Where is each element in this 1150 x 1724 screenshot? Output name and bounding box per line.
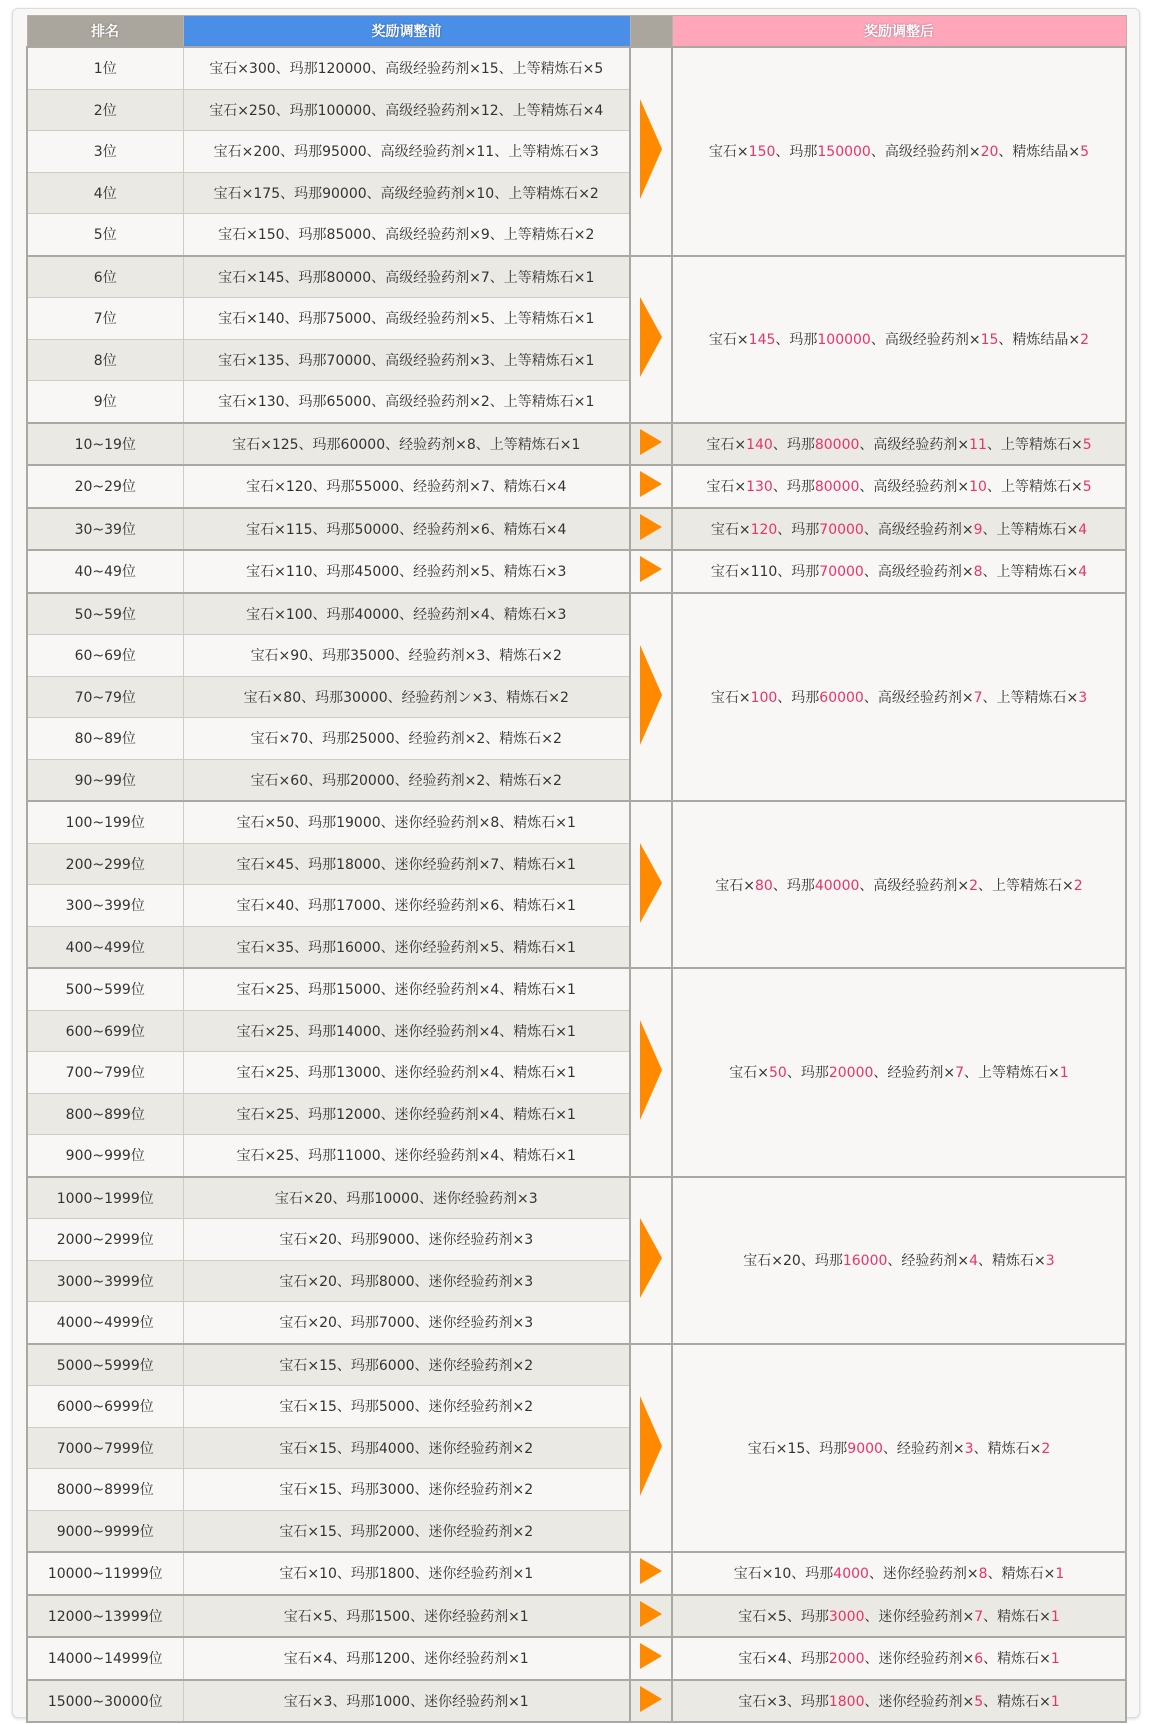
reward-text: 、上等精炼石×: [986, 436, 1083, 453]
before-reward-cell: 宝石×140、玛那75000、高级经验药剂×5、上等精炼石×1: [183, 298, 630, 340]
arrow-right-icon: [640, 514, 662, 540]
before-reward-cell: 宝石×5、玛那1500、迷你经验药剂×1: [183, 1595, 630, 1638]
table-row: [27, 47, 1126, 89]
before-reward-cell: 宝石×145、玛那80000、高级经验药剂×7、上等精炼石×1: [183, 256, 630, 298]
reward-text: 、精炼石×: [983, 1693, 1051, 1710]
reward-text: 、上等精炼石×: [982, 564, 1079, 581]
rank-cell: 50~59位: [27, 593, 183, 635]
table-row: [27, 1552, 1126, 1595]
arrow-right-icon: [640, 429, 662, 455]
highlighted-value: 80000: [814, 479, 860, 496]
before-reward-cell: 宝石×4、玛那1200、迷你经验药剂×1: [183, 1637, 630, 1680]
highlighted-value: 70000: [819, 564, 864, 581]
before-reward-cell: 宝石×125、玛那60000、经验药剂×8、上等精炼石×1: [183, 423, 630, 466]
table-row: [27, 423, 1126, 466]
before-reward-cell: 宝石×20、玛那8000、迷你经验药剂×3: [183, 1260, 630, 1302]
before-reward-cell: 宝石×175、玛那90000、高级经验药剂×10、上等精炼石×2: [183, 172, 630, 214]
before-reward-cell: 宝石×25、玛那15000、迷你经验药剂×4、精炼石×1: [183, 968, 630, 1010]
arrow-cell: [630, 550, 672, 593]
arrow-right-icon: [640, 1643, 662, 1669]
rank-cell: 12000~13999位: [27, 1595, 183, 1638]
highlighted-value: 9000: [847, 1440, 883, 1457]
arrow-cell: [630, 508, 672, 551]
rank-cell: 8000~8999位: [27, 1469, 183, 1511]
highlighted-value: 1: [1050, 1693, 1060, 1710]
reward-text: 、玛那: [775, 144, 818, 161]
highlighted-value: 60000: [819, 689, 864, 706]
reward-text: 、上等精炼石×: [982, 689, 1079, 706]
table-row: [27, 256, 1126, 298]
highlighted-value: 9: [973, 521, 983, 538]
highlighted-value: 4000: [833, 1566, 869, 1583]
rank-cell: 7000~7999位: [27, 1427, 183, 1469]
table-body: [27, 47, 1126, 1722]
reward-text: 、玛那: [786, 1065, 829, 1082]
rank-cell: 20~29位: [27, 465, 183, 508]
arrow-cell: [630, 968, 672, 1177]
arrow-right-icon: [640, 1218, 662, 1298]
highlighted-value: 4: [969, 1253, 979, 1269]
after-reward-cell: [672, 47, 1126, 256]
rank-cell: 1000~1999位: [27, 1177, 183, 1219]
before-reward-cell: 宝石×15、玛那5000、迷你经验药剂×2: [183, 1386, 630, 1428]
highlighted-value: 4: [1078, 521, 1088, 538]
highlighted-value: 2000: [828, 1651, 865, 1668]
reward-text: 宝石×: [715, 877, 756, 894]
before-reward-cell: 宝石×80、玛那30000、经验药剂ン×3、精炼石×2: [183, 676, 630, 718]
highlighted-value: 1: [1059, 1065, 1069, 1082]
highlighted-value: 150000: [817, 144, 871, 161]
rank-cell: 30~39位: [27, 508, 183, 551]
table-row: [27, 1177, 1126, 1219]
rank-cell: 8位: [27, 339, 183, 381]
arrow-right-icon: [640, 471, 662, 497]
highlighted-value: 5: [974, 1693, 984, 1710]
before-reward-cell: 宝石×200、玛那95000、高级经验药剂×11、上等精炼石×3: [183, 131, 630, 173]
highlighted-value: 3: [964, 1440, 974, 1457]
reward-text: 、经验药剂×: [882, 1440, 965, 1457]
highlighted-value: 7: [973, 689, 983, 706]
before-reward-cell: 宝石×25、玛那13000、迷你经验药剂×4、精炼石×1: [183, 1052, 630, 1094]
arrow-right-icon: [640, 645, 662, 745]
rank-cell: 900~999位: [27, 1135, 183, 1177]
highlighted-value: 100: [750, 689, 778, 706]
rank-cell: 100~199位: [27, 801, 183, 843]
before-reward-cell: 宝石×3、玛那1000、迷你经验药剂×1: [183, 1680, 630, 1723]
after-reward-cell: [672, 1680, 1126, 1723]
reward-text: 、经验药剂×: [873, 1065, 956, 1082]
rank-cell: 5000~5999位: [27, 1344, 183, 1386]
table-row: [27, 801, 1126, 843]
before-reward-cell: 宝石×60、玛那20000、经验药剂×2、精炼石×2: [183, 759, 630, 801]
highlighted-value: 4: [1078, 564, 1088, 581]
before-reward-cell: 宝石×45、玛那18000、迷你经验药剂×7、精炼石×1: [183, 843, 630, 885]
rank-cell: 500~599位: [27, 968, 183, 1010]
reward-text: 宝石×5、玛那: [738, 1608, 829, 1625]
reward-text: 、精炼结晶×: [998, 144, 1081, 161]
rank-cell: 2位: [27, 89, 183, 131]
highlighted-value: 2: [1073, 877, 1083, 894]
after-reward-cell: [672, 593, 1126, 802]
highlighted-value: 1: [1050, 1608, 1060, 1625]
reward-text: 、高级经验药剂×: [859, 436, 970, 453]
before-reward-cell: 宝石×250、玛那100000、高级经验药剂×12、上等精炼石×4: [183, 89, 630, 131]
arrow-cell: [630, 256, 672, 423]
reward-text: 宝石×: [710, 689, 751, 706]
before-reward-cell: 宝石×40、玛那17000、迷你经验药剂×6、精炼石×1: [183, 885, 630, 927]
reward-text: 、高级经验药剂×: [870, 144, 981, 161]
before-reward-cell: 宝石×25、玛那12000、迷你经验药剂×4、精炼石×1: [183, 1093, 630, 1135]
highlighted-value: 8: [978, 1566, 988, 1583]
after-reward-cell: [672, 1595, 1126, 1638]
table-row: [27, 1680, 1126, 1723]
reward-text: 、上等精炼石×: [986, 479, 1083, 496]
reward-text: 、迷你经验药剂×: [864, 1693, 975, 1710]
reward-text: 、玛那: [775, 332, 818, 348]
highlighted-value: 15: [980, 332, 999, 348]
rank-cell: 1位: [27, 47, 183, 89]
reward-text: 、高级经验药剂×: [859, 877, 970, 894]
reward-text: 、精炼石×: [978, 1253, 1046, 1269]
rank-cell: 200~299位: [27, 843, 183, 885]
after-reward-cell: [672, 1637, 1126, 1680]
highlighted-value: 145: [748, 332, 776, 348]
reward-text: 、高级经验药剂×: [863, 521, 974, 538]
after-reward-cell: [672, 508, 1126, 551]
reward-text: 、玛那: [777, 521, 820, 538]
rank-cell: 3位: [27, 131, 183, 173]
reward-text: 、玛那: [772, 479, 815, 496]
reward-text: 、上等精炼石×: [964, 1065, 1060, 1082]
rank-cell: 2000~2999位: [27, 1219, 183, 1261]
highlighted-value: 1: [1050, 1651, 1060, 1668]
before-reward-cell: 宝石×120、玛那55000、经验药剂×7、精炼石×4: [183, 465, 630, 508]
reward-text: 宝石×: [729, 1065, 770, 1082]
highlighted-value: 20000: [828, 1065, 874, 1082]
before-reward-cell: 宝石×130、玛那65000、高级经验药剂×2、上等精炼石×1: [183, 381, 630, 423]
reward-text: 宝石×3、玛那: [738, 1693, 829, 1710]
reward-text: 宝石×10、玛那: [733, 1566, 834, 1583]
rank-cell: 70~79位: [27, 676, 183, 718]
after-reward-cell: [672, 550, 1126, 593]
reward-text: 、精炼石×: [973, 1440, 1042, 1457]
before-reward-cell: 宝石×100、玛那40000、经验药剂×4、精炼石×3: [183, 593, 630, 635]
reward-text: 宝石×110、玛那: [710, 564, 820, 581]
before-reward-cell: 宝石×15、玛那3000、迷你经验药剂×2: [183, 1469, 630, 1511]
highlighted-value: 5: [1082, 436, 1092, 453]
rank-cell: 3000~3999位: [27, 1260, 183, 1302]
rank-cell: 80~89位: [27, 718, 183, 760]
rank-cell: 5位: [27, 214, 183, 256]
highlighted-value: 10: [969, 479, 987, 496]
rank-cell: 6000~6999位: [27, 1386, 183, 1428]
reward-text: 宝石×4、玛那: [738, 1651, 829, 1668]
highlighted-value: 3: [1045, 1253, 1055, 1269]
reward-text: 、玛那: [772, 877, 815, 894]
reward-text: 、迷你经验药剂×: [864, 1608, 975, 1625]
after-reward-cell: [672, 465, 1126, 508]
before-reward-cell: 宝石×50、玛那19000、迷你经验药剂×8、精炼石×1: [183, 801, 630, 843]
highlighted-value: 120: [750, 521, 778, 538]
table-row: [27, 550, 1126, 593]
arrow-cell: [630, 1344, 672, 1553]
reward-comparison-table: [26, 15, 1127, 1723]
highlighted-value: 11: [969, 436, 987, 453]
before-reward-cell: 宝石×110、玛那45000、经验药剂×5、精炼石×3: [183, 550, 630, 593]
arrow-right-icon: [640, 1601, 662, 1627]
after-reward-cell: [672, 1552, 1126, 1595]
rank-cell: 700~799位: [27, 1052, 183, 1094]
rank-cell: 9位: [27, 381, 183, 423]
before-reward-cell: 宝石×15、玛那6000、迷你经验药剂×2: [183, 1344, 630, 1386]
rank-cell: 400~499位: [27, 926, 183, 968]
highlighted-value: 5: [1082, 479, 1092, 496]
highlighted-value: 8: [973, 564, 983, 581]
highlighted-value: 150: [748, 144, 776, 161]
reward-text: 、精炼石×: [983, 1651, 1051, 1668]
reward-text: 、迷你经验药剂×: [868, 1566, 979, 1583]
arrow-right-icon: [640, 1396, 662, 1496]
arrow-cell: [630, 1552, 672, 1595]
highlighted-value: 1800: [828, 1693, 865, 1710]
reward-text: 、精炼石×: [983, 1608, 1051, 1625]
header-after: 奖励调整后: [672, 16, 1126, 48]
before-reward-cell: 宝石×25、玛那14000、迷你经验药剂×4、精炼石×1: [183, 1010, 630, 1052]
highlighted-value: 7: [955, 1065, 965, 1082]
arrow-right-icon: [640, 99, 662, 199]
highlighted-value: 20: [980, 144, 999, 161]
rank-cell: 90~99位: [27, 759, 183, 801]
reward-text: 、高级经验药剂×: [863, 689, 974, 706]
reward-text: 、玛那: [772, 436, 815, 453]
reward-text: 、上等精炼石×: [978, 877, 1074, 894]
rank-cell: 4位: [27, 172, 183, 214]
after-reward-cell: [672, 256, 1126, 423]
before-reward-cell: 宝石×90、玛那35000、经验药剂×3、精炼石×2: [183, 635, 630, 677]
highlighted-value: 5: [1080, 144, 1090, 161]
before-reward-cell: 宝石×135、玛那70000、高级经验药剂×3、上等精炼石×1: [183, 339, 630, 381]
arrow-cell: [630, 47, 672, 256]
reward-text: 宝石×: [710, 521, 751, 538]
rank-cell: 9000~9999位: [27, 1510, 183, 1552]
rank-cell: 10~19位: [27, 423, 183, 466]
table-row: [27, 1595, 1126, 1638]
before-reward-cell: 宝石×20、玛那9000、迷你经验药剂×3: [183, 1219, 630, 1261]
rank-cell: 300~399位: [27, 885, 183, 927]
rank-cell: 14000~14999位: [27, 1637, 183, 1680]
highlighted-value: 140: [746, 436, 773, 453]
rank-cell: 60~69位: [27, 635, 183, 677]
highlighted-value: 2: [1041, 1440, 1051, 1457]
highlighted-value: 7: [974, 1608, 984, 1625]
before-reward-cell: 宝石×20、玛那10000、迷你经验药剂×3: [183, 1177, 630, 1219]
rank-cell: 4000~4999位: [27, 1302, 183, 1344]
before-reward-cell: 宝石×150、玛那85000、高级经验药剂×9、上等精炼石×2: [183, 214, 630, 256]
after-reward-cell: [672, 1177, 1126, 1344]
highlighted-value: 80: [755, 877, 773, 894]
arrow-cell: [630, 1680, 672, 1723]
rank-cell: 40~49位: [27, 550, 183, 593]
reward-text: 、迷你经验药剂×: [864, 1651, 975, 1668]
highlighted-value: 1: [1055, 1566, 1065, 1583]
reward-text: 、玛那: [777, 689, 820, 706]
highlighted-value: 40000: [814, 877, 860, 894]
after-reward-cell: [672, 968, 1126, 1177]
highlighted-value: 130: [746, 479, 773, 496]
highlighted-value: 6: [974, 1651, 984, 1668]
reward-text: 、经验药剂×: [887, 1253, 970, 1269]
table-row: [27, 593, 1126, 635]
reward-text: 、高级经验药剂×: [859, 479, 970, 496]
before-reward-cell: 宝石×70、玛那25000、经验药剂×2、精炼石×2: [183, 718, 630, 760]
header-before: 奖励调整前: [183, 16, 630, 48]
highlighted-value: 3000: [828, 1608, 865, 1625]
rank-cell: 600~699位: [27, 1010, 183, 1052]
rank-cell: 6位: [27, 256, 183, 298]
arrow-cell: [630, 423, 672, 466]
table-row: [27, 1637, 1126, 1680]
reward-text: 、上等精炼石×: [982, 521, 1079, 538]
reward-text: 、精炼石×: [987, 1566, 1056, 1583]
arrow-cell: [630, 1177, 672, 1344]
header-rank: 排名: [27, 16, 183, 48]
highlighted-value: 2: [1080, 332, 1090, 348]
arrow-cell: [630, 801, 672, 968]
table-row: [27, 1344, 1126, 1386]
after-reward-cell: [672, 801, 1126, 968]
arrow-cell: [630, 1637, 672, 1680]
arrow-cell: [630, 465, 672, 508]
highlighted-value: 2: [969, 877, 979, 894]
highlighted-value: 100000: [817, 332, 871, 348]
before-reward-cell: 宝石×115、玛那50000、经验药剂×6、精炼石×4: [183, 508, 630, 551]
before-reward-cell: 宝石×35、玛那16000、迷你经验药剂×5、精炼石×1: [183, 926, 630, 968]
arrow-right-icon: [640, 297, 662, 377]
before-reward-cell: 宝石×300、玛那120000、高级经验药剂×15、上等精炼石×5: [183, 47, 630, 89]
highlighted-value: 3: [1078, 689, 1088, 706]
before-reward-cell: 宝石×10、玛那1800、迷你经验药剂×1: [183, 1552, 630, 1595]
before-reward-cell: 宝石×20、玛那7000、迷你经验药剂×3: [183, 1302, 630, 1344]
arrow-right-icon: [640, 1558, 662, 1584]
table-row: [27, 465, 1126, 508]
highlighted-value: 70000: [819, 521, 864, 538]
arrow-right-icon: [640, 556, 662, 582]
header-arrow-spacer: [630, 16, 672, 48]
table-row: [27, 968, 1126, 1010]
reward-text: 、高级经验药剂×: [870, 332, 981, 348]
highlighted-value: 50: [769, 1065, 787, 1082]
reward-text: 、高级经验药剂×: [863, 564, 974, 581]
highlighted-value: 80000: [814, 436, 860, 453]
rank-cell: 15000~30000位: [27, 1680, 183, 1723]
arrow-right-icon: [640, 1020, 662, 1120]
reward-text: 、精炼结晶×: [998, 332, 1081, 348]
reward-text: 宝石×: [706, 436, 747, 453]
before-reward-cell: 宝石×25、玛那11000、迷你经验药剂×4、精炼石×1: [183, 1135, 630, 1177]
highlighted-value: 16000: [842, 1253, 888, 1269]
header-row: [27, 16, 1126, 48]
reward-text: 宝石×: [708, 332, 749, 348]
before-reward-cell: 宝石×15、玛那4000、迷你经验药剂×2: [183, 1427, 630, 1469]
arrow-right-icon: [640, 1686, 662, 1712]
arrow-cell: [630, 593, 672, 802]
before-reward-cell: 宝石×15、玛那2000、迷你经验药剂×2: [183, 1510, 630, 1552]
reward-text: 宝石×20、玛那: [743, 1253, 843, 1269]
rank-cell: 800~899位: [27, 1093, 183, 1135]
arrow-cell: [630, 1595, 672, 1638]
table-row: [27, 508, 1126, 551]
rank-cell: 7位: [27, 298, 183, 340]
after-reward-cell: [672, 1344, 1126, 1553]
reward-text: 宝石×: [706, 479, 747, 496]
arrow-right-icon: [640, 843, 662, 923]
reward-text: 宝石×15、玛那: [747, 1440, 848, 1457]
rank-cell: 10000~11999位: [27, 1552, 183, 1595]
after-reward-cell: [672, 423, 1126, 466]
reward-text: 宝石×: [708, 144, 749, 161]
